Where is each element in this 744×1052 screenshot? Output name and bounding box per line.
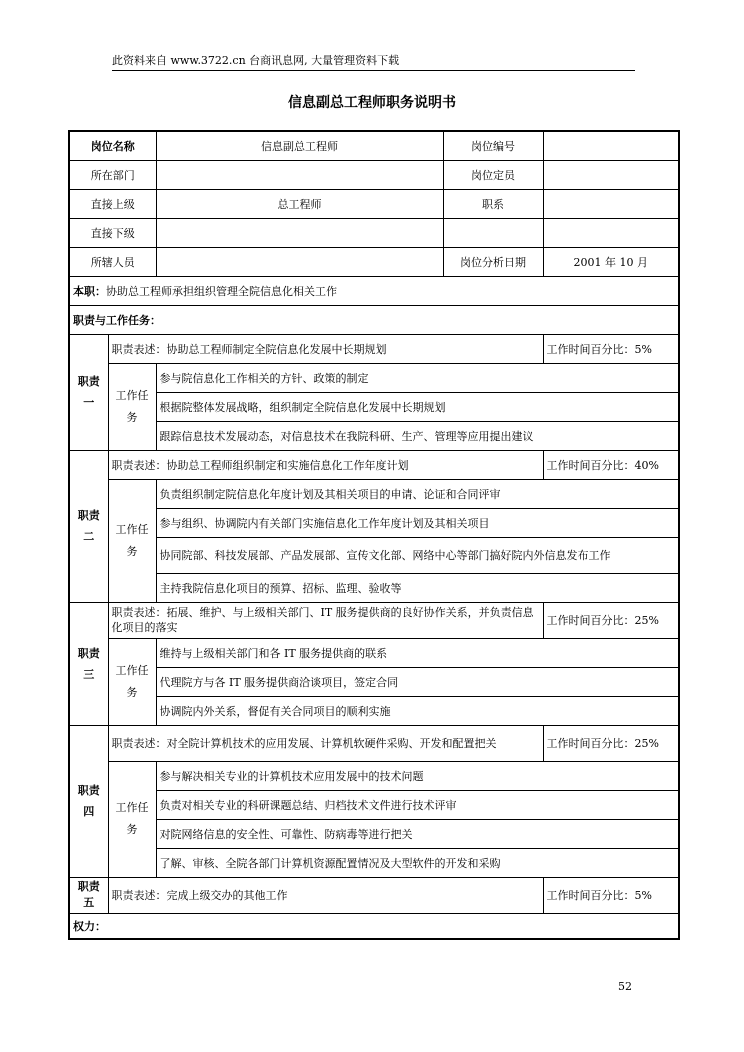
duty-1-task-1: 参与院信息化工作相关的方针、政策的制定 xyxy=(156,363,679,392)
duty-4-task-3: 对院网络信息的安全性、可靠性、防病毒等进行把关 xyxy=(156,819,679,848)
duty-5-desc: 职责表述：完成上级交办的其他工作 xyxy=(108,877,543,913)
page-number: 52 xyxy=(618,980,632,993)
duty-summary-label: 本职： xyxy=(73,284,106,298)
duty-1-desc: 职责表述：协助总工程师制定全院信息化发展中长期规划 xyxy=(108,334,543,363)
rank-label: 职系 xyxy=(443,189,543,218)
duty-2-task-2: 参与组织、协调院内有关部门实施信息化工作年度计划及其相关项目 xyxy=(156,508,679,537)
duty-2-task-3: 协同院部、科技发展部、产品发展部、宣传文化部、网络中心等部门搞好院内外信息发布工作 xyxy=(156,537,679,573)
duty-summary-text: 协助总工程师承担组织管理全院信息化相关工作 xyxy=(106,284,337,298)
job-description-table xyxy=(68,130,680,940)
staff-value xyxy=(156,247,443,276)
duty-3-desc: 职责表述：拓展、维护、与上级相关部门、IT 服务提供商的良好协作关系，并负责信息化项目的落实 xyxy=(108,602,543,638)
duty-2-desc: 职责表述：协助总工程师组织制定和实施信息化工作年度计划 xyxy=(108,450,543,479)
duty-1-time: 工作时间百分比：5% xyxy=(543,334,679,363)
subordinate-label: 直接下级 xyxy=(69,218,156,247)
duty-4-label: 职责四 xyxy=(69,725,108,877)
quota-label: 岗位定员 xyxy=(443,160,543,189)
duty-5-label: 职责五 xyxy=(69,877,108,913)
duty-4-desc: 职责表述：对全院计算机技术的应用发展、计算机软硬件采购、开发和配置把关 xyxy=(108,725,543,761)
job-name-label: 岗位名称 xyxy=(69,131,156,160)
page-header-source: 此资料来自 www.3722.cn 台商讯息网, 大量管理资料下载 xyxy=(112,52,635,71)
subordinate-value xyxy=(156,218,443,247)
duty-1-task-2: 根据院整体发展战略，组织制定全院信息化发展中长期规划 xyxy=(156,392,679,421)
job-name-value: 信息副总工程师 xyxy=(156,131,443,160)
dept-value xyxy=(156,160,443,189)
duty-4-task-2: 负责对相关专业的科研课题总结、归档技术文件进行技术评审 xyxy=(156,790,679,819)
duty-summary xyxy=(69,276,679,305)
rank-value xyxy=(543,189,679,218)
duty-2-task-1: 负责组织制定院信息化年度计划及其相关项目的申请、论证和合同评审 xyxy=(156,479,679,508)
staff-label: 所辖人员 xyxy=(69,247,156,276)
job-no-value xyxy=(543,131,679,160)
duty-2-task-label: 工作任务 xyxy=(108,479,156,602)
job-no-label: 岗位编号 xyxy=(443,131,543,160)
duty-1-task-label: 工作任务 xyxy=(108,363,156,450)
duty-4-time: 工作时间百分比：25% xyxy=(543,725,679,761)
power-heading: 权力： xyxy=(69,913,679,939)
duty-5-time: 工作时间百分比：5% xyxy=(543,877,679,913)
duty-4-task-1: 参与解决相关专业的计算机技术应用发展中的技术问题 xyxy=(156,761,679,790)
document-title: 信息副总工程师职务说明书 xyxy=(288,95,456,111)
duty-3-task-label: 工作任务 xyxy=(108,638,156,725)
duty-2-label: 职责二 xyxy=(69,450,108,602)
superior-label: 直接上级 xyxy=(69,189,156,218)
duty-3-task-3: 协调院内外关系，督促有关合同项目的顺利实施 xyxy=(156,696,679,725)
duty-1-label: 职责一 xyxy=(69,334,108,450)
duty-2-task-4: 主持我院信息化项目的预算、招标、监理、验收等 xyxy=(156,573,679,602)
superior-value: 总工程师 xyxy=(156,189,443,218)
duty-4-task-label: 工作任务 xyxy=(108,761,156,877)
duty-4-task-4: 了解、审核、全院各部门计算机资源配置情况及大型软件的开发和采购 xyxy=(156,848,679,877)
dept-label: 所在部门 xyxy=(69,160,156,189)
duty-3-task-2: 代理院方与各 IT 服务提供商洽谈项目，签定合同 xyxy=(156,667,679,696)
quota-value xyxy=(543,160,679,189)
duty-1-task-3: 跟踪信息技术发展动态，对信息技术在我院科研、生产、管理等应用提出建议 xyxy=(156,421,679,450)
analysis-date-label: 岗位分析日期 xyxy=(443,247,543,276)
duty-3-label: 职责三 xyxy=(69,602,108,725)
duty-3-time: 工作时间百分比：25% xyxy=(543,602,679,638)
analysis-date-value: 2001 年 10 月 xyxy=(543,247,679,276)
duty-3-task-1: 维持与上级相关部门和各 IT 服务提供商的联系 xyxy=(156,638,679,667)
duty-2-time: 工作时间百分比：40% xyxy=(543,450,679,479)
duties-heading: 职责与工作任务： xyxy=(69,305,679,334)
